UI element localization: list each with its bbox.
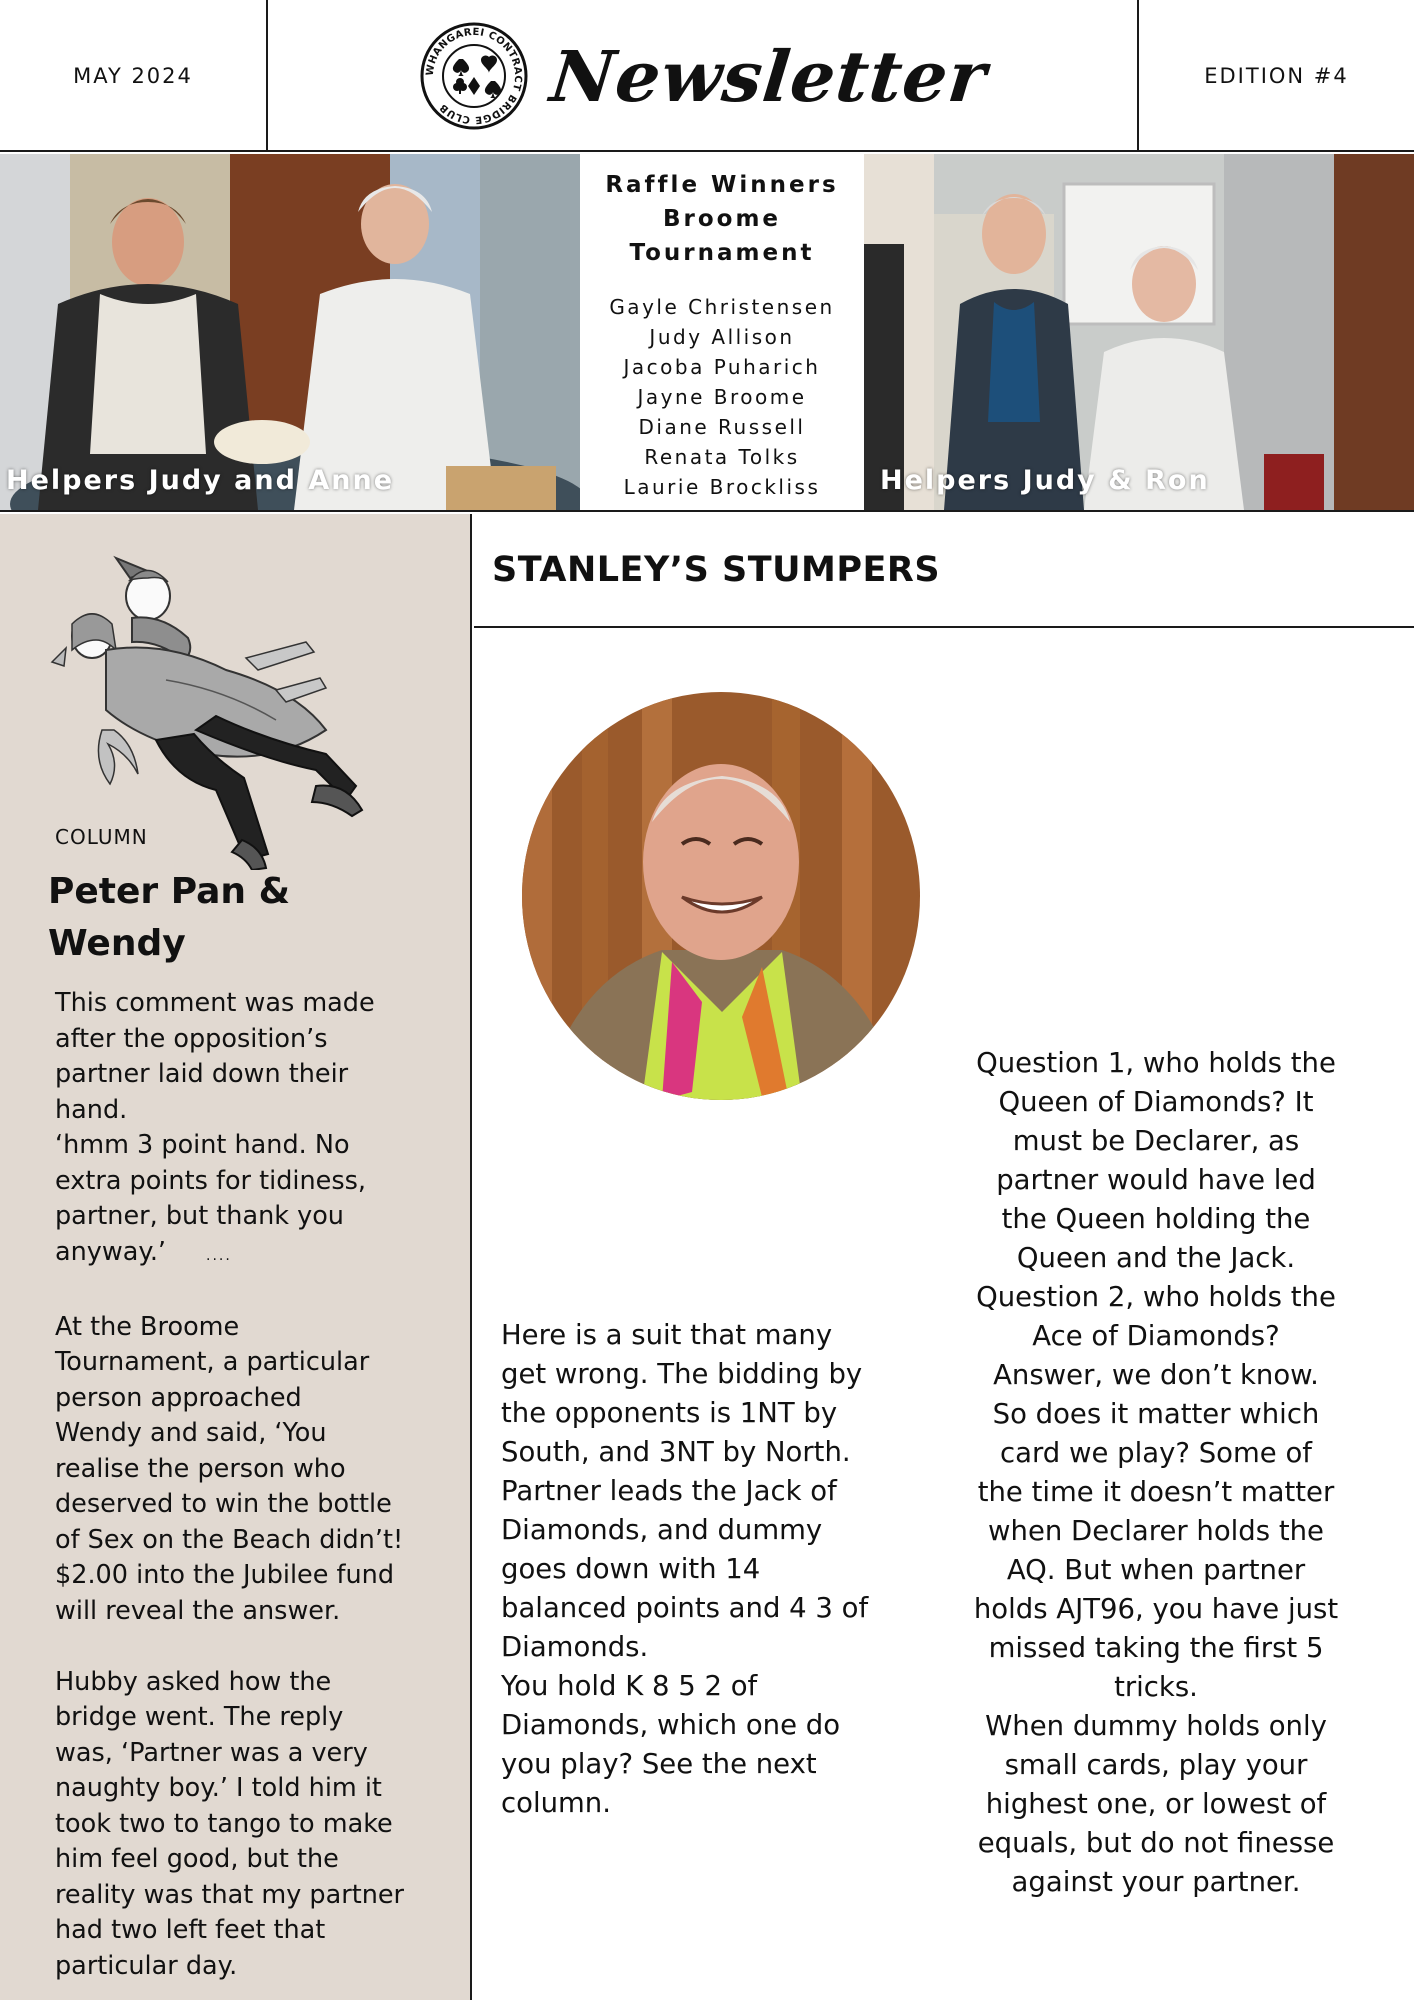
text-line: Diamonds, and dummy <box>501 1514 823 1546</box>
text-line: will reveal the answer. <box>55 1595 341 1626</box>
text-line: At the Broome <box>55 1311 240 1342</box>
text-line: was, ‘Partner was a very <box>55 1737 368 1768</box>
text-line: Hubby asked how the <box>55 1666 332 1697</box>
photo-strip <box>0 154 1414 512</box>
column-paragraph <box>55 1665 435 1985</box>
issue-date: MAY 2024 <box>0 0 268 152</box>
text-line: must be Declarer, as <box>1012 1125 1300 1157</box>
text-line: partner would have led <box>996 1164 1316 1196</box>
text-line: reality was that my partner <box>55 1879 405 1910</box>
text-line: AQ. But when partner <box>1006 1554 1306 1586</box>
text-line: Here is a suit that many <box>501 1319 833 1351</box>
text-line: the Queen holding the <box>1001 1203 1311 1235</box>
text-line: Wendy and said, ‘You <box>55 1418 327 1448</box>
raffle-winner: Laurie Brockliss <box>623 475 821 499</box>
text-line: of Sex on the Beach didn’t! <box>55 1524 404 1555</box>
text-line: South, and 3NT by North. <box>501 1436 851 1468</box>
text-line: particular day. <box>55 1950 238 1981</box>
text-line: against your partner. <box>1011 1866 1301 1898</box>
raffle-winners-panel <box>580 154 864 510</box>
text-line: after the opposition’s <box>55 1023 328 1054</box>
stumpers-header <box>474 514 1414 628</box>
text-line: Ace of Diamonds? <box>1032 1320 1280 1352</box>
stanley-portrait <box>522 692 920 1100</box>
text-line: highest one, or lowest of <box>985 1788 1327 1820</box>
text-line: Diamonds, which one do <box>501 1709 841 1741</box>
text-line: realise the person who <box>55 1453 346 1484</box>
masthead <box>0 0 1414 152</box>
text-line: Question 2, who holds the <box>976 1281 1336 1313</box>
column-title <box>48 866 448 970</box>
masthead-center <box>270 0 1136 152</box>
raffle-winner: Jacoba Puharich <box>623 355 821 379</box>
text-line: column. <box>501 1787 611 1819</box>
text-line: tricks. <box>1114 1671 1198 1703</box>
raffle-winner: Diane Russell <box>638 415 806 439</box>
text-line: took two to tango to make <box>55 1808 393 1839</box>
column-title-line: Peter Pan & <box>48 871 290 912</box>
raffle-title-line: Tournament <box>629 240 815 266</box>
text-line: bridge went. The reply <box>55 1702 344 1732</box>
text-line: you play? See the next <box>501 1748 817 1780</box>
text-line: extra points for tidiness, <box>55 1165 367 1196</box>
text-line: partner laid down their <box>55 1059 349 1089</box>
text-line: the opponents is 1NT by <box>501 1397 838 1429</box>
text-line: partner, but thank you <box>55 1201 344 1231</box>
ellipsis-dots: .... <box>206 1247 232 1264</box>
text-line: naughty boy.’ I told him it <box>55 1773 382 1803</box>
column-paragraph <box>55 1310 435 1630</box>
column-title-line: Wendy <box>48 923 186 964</box>
text-line: Answer, we don’t know. <box>993 1359 1319 1391</box>
text-line: Partner leads the Jack of <box>501 1475 837 1507</box>
logo-ring-text: WHANGAREI CONTRACT BRIDGE CLUB <box>424 26 524 126</box>
text-line: $2.00 into the Jubilee fund <box>55 1560 395 1590</box>
text-line: goes down with 14 <box>501 1553 761 1585</box>
left-photo-caption: Helpers Judy and Anne <box>6 465 395 496</box>
raffle-winner-list <box>580 292 864 502</box>
text-line: Diamonds. <box>501 1631 649 1663</box>
text-line: balanced points and 4 3 of <box>501 1592 869 1624</box>
text-line: This comment was made <box>55 988 375 1018</box>
text-line: So does it matter which <box>992 1398 1320 1430</box>
text-line: had two left feet that <box>55 1915 326 1945</box>
text-line: card we play? Some of <box>1000 1437 1312 1469</box>
text-line: Queen and the Jack. <box>1016 1242 1296 1274</box>
raffle-title-line: Raffle Winners <box>605 172 839 198</box>
column-kicker: COLUMN <box>55 825 148 849</box>
peter-pan-wendy-illustration <box>46 540 426 870</box>
text-line: small cards, play your <box>1004 1749 1308 1781</box>
helpers-photo-right <box>864 154 1414 510</box>
text-line: ‘hmm 3 point hand. No <box>55 1130 350 1160</box>
text-line: person approached <box>55 1382 302 1413</box>
text-line: When dummy holds only <box>985 1710 1327 1742</box>
text-line: him feel good, but the <box>55 1844 339 1874</box>
stumper-answer <box>958 1044 1354 1902</box>
text-line: equals, but do not finesse <box>977 1827 1335 1859</box>
stumper-question <box>501 1316 921 1823</box>
helpers-photo-left <box>0 154 580 510</box>
column-body <box>55 986 435 2000</box>
raffle-winner: Judy Allison <box>649 325 795 349</box>
text-line: holds AJT96, you have just <box>973 1593 1339 1625</box>
peter-pan-wendy-column <box>0 514 472 2000</box>
text-line: get wrong. The bidding by <box>501 1358 863 1390</box>
raffle-winner: Renata Tolks <box>644 445 800 469</box>
raffle-winner: Jayne Broome <box>637 385 807 409</box>
stumpers-title: STANLEY’S STUMPERS <box>492 550 941 590</box>
column-paragraph <box>55 986 435 1274</box>
text-line: Queen of Diamonds? It <box>998 1086 1314 1118</box>
text-fragment: anyway.’ <box>55 1236 167 1267</box>
raffle-title <box>580 168 864 270</box>
text-line: the time it doesn’t matter <box>977 1476 1335 1508</box>
newsletter-title: Newsletter <box>546 34 992 118</box>
club-logo-icon <box>419 21 529 131</box>
text-line: You hold K 8 5 2 of <box>501 1670 758 1702</box>
text-line: when Declarer holds the <box>988 1515 1324 1547</box>
right-photo-caption: Helpers Judy & Ron <box>880 465 1210 496</box>
edition-number: EDITION #4 <box>1137 0 1414 152</box>
text-line: missed taking the first 5 <box>988 1632 1324 1664</box>
text-line <box>55 1235 435 1275</box>
text-line: deserved to win the bottle <box>55 1489 392 1519</box>
text-line: Tournament, a particular <box>55 1347 370 1377</box>
text-line: Question 1, who holds the <box>976 1047 1336 1079</box>
raffle-winner: Gayle Christensen <box>609 295 835 319</box>
text-line: hand. <box>55 1094 128 1125</box>
raffle-title-line: Broome <box>662 206 782 232</box>
